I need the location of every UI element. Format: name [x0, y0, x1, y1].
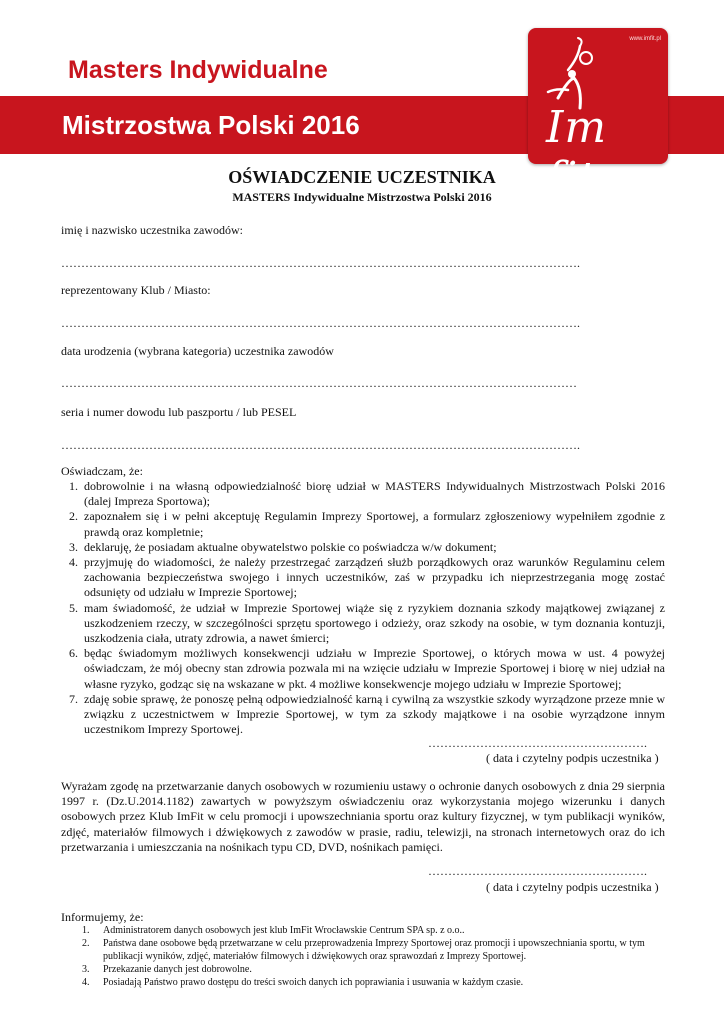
list-item: 1. dobrowolnie i na własną odpowiedzialność biorę udział w MASTERS Indywidualnych Mistrzostwach Polski 2016 (dalej Impreza Sportowa); [69, 479, 665, 509]
list-item: 4. przyjmuję do wiadomości, że należy przestrzegać zarządzeń służb porządkowych oraz warunków Regulaminu celem zachowania bezpieczeństwa swojego i innych uczestników, zaś w przypadku ich nieprzestrzegania mogę zostać odsunięty od udziału w Imprezie Sportowej; [69, 555, 665, 600]
list-item: 6. będąc świadomym możliwych konsekwencji udziału w Imprezie Sportowej, o których mowa w ust. 4 powyżej oświadczam, że mój obecny stan zdrowia pozwala mi na wzięcie udziału w Imprezie Sportowej i biorę w niej udział na własne ryzyko, godząc się na wskazane w pkt. 4 możliwe konsekwencje mojego udziału w Imprezie Sportowej; [69, 646, 665, 691]
list-item: 7. zdaję sobie sprawę, że ponoszę pełną odpowiedzialność karną i cywilną za wszystkie szkody wyrządzone przeze mnie w związku z uczestnictwem w Imprezie Sportowej, w tym za szkody majątkowe i na osobie wyrządzone innym uczestnikom Imprezy Sportowej. [69, 691, 665, 737]
list-item: 3. Przekazanie danych jest dobrowolne. [82, 964, 252, 975]
field-line-club[interactable]: …………………………………………………………………………………………………………………. [61, 316, 580, 330]
field-label-birthdate: data urodzenia (wybrana kategoria) uczestnika zawodów [61, 344, 334, 358]
list-item: 3. deklaruję, że posiadam aktualne obywatelstwo polskie co poświadcza w/w dokument; [69, 539, 497, 554]
logo-wordmark: Im fit [546, 102, 608, 204]
field-line-id[interactable]: …………………………………………………………………………………………………………………. [61, 438, 580, 452]
event-subtitle: Mistrzostwa Polski 2016 [62, 110, 360, 140]
declaration-intro: Oświadczam, że: [61, 464, 143, 478]
field-label-name: imię i nazwisko uczestnika zawodów: [61, 223, 243, 237]
signature-line-2[interactable]: ………………………………………………. [428, 864, 647, 878]
document-title: OŚWIADCZENIE UCZESTNIKA [228, 167, 496, 187]
list-item: 5. mam świadomość, że udział w Imprezie Sportowej wiąże się z ryzykiem doznania szkody majątkowej związanej z uszkodzeniem rzeczy, w szczególności sprzętu sportowego i odzieży, oraz szkody na osobie, w tym doznania kontuzji, uszkodzenia ciała, utraty zdrowia, a nawet śmierci; [69, 600, 665, 646]
logo-url: www.imfit.pl [629, 36, 661, 42]
declaration-list [61, 479, 665, 737]
info-list [82, 924, 662, 989]
field-line-name[interactable]: …………………………………………………………………………………………………………………. [61, 256, 580, 270]
event-title: Masters Indywidualne [68, 56, 328, 84]
document-subtitle: MASTERS Indywidualne Mistrzostwa Polski 2016 [232, 190, 492, 204]
signature-caption: ( data i czytelny podpis uczestnika ) [486, 751, 659, 765]
field-label-id: seria i numer dowodu lub paszportu / lub PESEL [61, 405, 297, 419]
list-item: 2. zapoznałem się i w pełni akceptuję Regulamin Imprezy Sportowej, a formularz zgłoszeniowy wypełniłem zgodnie z prawdą oraz kompletnie; [69, 509, 665, 539]
field-label-club: reprezentowany Klub / Miasto: [61, 283, 211, 297]
consent-paragraph: Wyrażam zgodę na przetwarzanie danych osobowych w rozumieniu ustawy o ochronie danych osobowych z dnia 29 sierpnia 1997 r. (Dz.U.2014.1182) zawartych w powyższym oświadczeniu oraz wykorzystania mojego wizerunku i danych osobowych przez Klub ImFit w celu promocji i upowszechniania sportu oraz kultury fizycznej, w tym publikacji wyników, zdjęć, materiałów filmowych i dźwiękowych z zawodów w prasie, radiu, telewizji, na stronach internetowych oraz do ich przetwarzania i umieszczania na nośnikach typu CD, DVD, nośnikach pamięci. [61, 779, 665, 854]
imfit-logo [528, 28, 668, 204]
signature-caption-2: ( data i czytelny podpis uczestnika ) [486, 880, 659, 894]
list-item: 2. Państwa dane osobowe będą przetwarzane w celu przeprowadzenia Imprezy Sportowej oraz promocji i upowszechniania sportu, w tym publikacji wyników, zdjęć, materiałów filmowych i dźwiękowych oraz sprawozdań z Imprezy Sportowej. [82, 938, 645, 962]
info-intro: Informujemy, że: [61, 910, 144, 924]
list-item: 1. Administratorem danych osobowych jest klub ImFit Wrocławskie Centrum SPA sp. z o.o.. [82, 925, 465, 936]
list-item: 4. Posiadają Państwo prawo dostępu do treści swoich danych ich poprawiania i usuwania w każdym czasie. [82, 977, 524, 988]
field-line-birthdate[interactable]: ………………………………………………………………………………………………………………… [61, 376, 577, 390]
signature-line[interactable]: ………………………………………………. [428, 736, 647, 750]
